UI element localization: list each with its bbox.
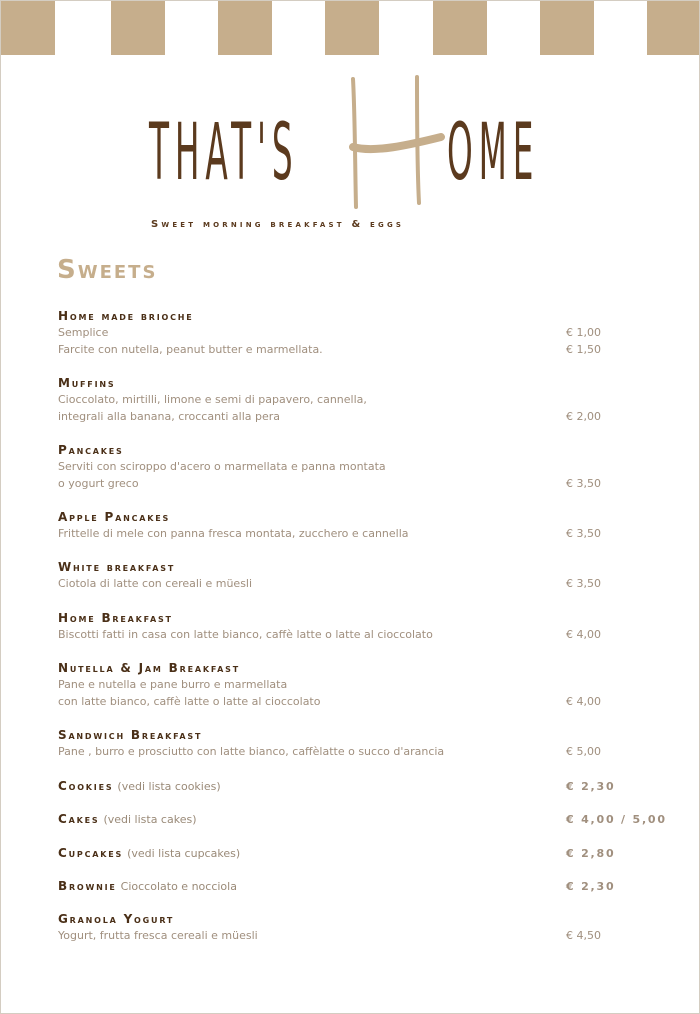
menu-item-name — [58, 778, 658, 794]
menu-item-description — [58, 676, 658, 693]
menu-item-title: Cookies — [58, 779, 114, 793]
menu-item-title: Home Breakfast — [58, 611, 173, 625]
menu-item-title: Sandwich Breakfast — [58, 728, 203, 742]
menu-item-description — [58, 743, 658, 760]
menu-item-name — [58, 442, 658, 458]
menu-item — [58, 660, 658, 710]
menu-item-price: € 2,30 — [566, 880, 616, 893]
menu-item-title: Apple Pancakes — [58, 510, 171, 524]
menu-item-price: € 3,50 — [566, 477, 601, 490]
menu-item-description-text: Cioccolato, mirtilli, limone e semi di papavero, cannella, — [58, 393, 367, 406]
menu-item-note: (vedi lista cakes) — [103, 813, 197, 826]
menu-item-price: € 4,50 — [566, 929, 601, 942]
menu-item-price: € 4,00 / 5,00 — [566, 813, 667, 826]
menu-item-title: Nutella & Jam Breakfast — [58, 661, 240, 675]
menu-item-title: Cakes — [58, 812, 100, 826]
menu-item-description — [58, 475, 658, 492]
menu-item — [58, 308, 658, 358]
menu-item-description — [58, 341, 658, 358]
tagline: Sweet morning breakfast & eggs — [151, 219, 405, 230]
menu-item-name — [58, 727, 658, 743]
menu-item-price: € 5,00 — [566, 745, 601, 758]
menu-list — [1, 1, 700, 1014]
menu-item-description-text: con latte bianco, caffè latte o latte al cioccolato — [58, 695, 321, 708]
menu-item-description-text: Frittelle di mele con panna fresca montata, zucchero e cannella — [58, 527, 409, 540]
menu-item — [58, 911, 658, 944]
menu-item-description-text: Semplice — [58, 326, 109, 339]
menu-item-description-text: Farcite con nutella, peanut butter e marmellata. — [58, 343, 323, 356]
menu-item — [58, 811, 667, 827]
menu-item-title: White breakfast — [58, 560, 176, 574]
menu-item-description-text: Pane , burro e prosciutto con latte bianco, caffèlatte o succo d'arancia — [58, 745, 445, 758]
menu-item-description-text: Biscotti fatti in casa con latte bianco, caffè latte o latte al cioccolato — [58, 628, 433, 641]
menu-item-name — [58, 878, 658, 894]
menu-item-description — [58, 525, 658, 542]
menu-item-description — [58, 626, 658, 643]
menu-item-name — [58, 845, 658, 861]
menu-item-description-text: Serviti con sciroppo d'acero o marmellata e panna montata — [58, 460, 386, 473]
menu-item-name — [58, 911, 658, 927]
menu-item-name — [58, 811, 667, 827]
menu-item-description — [58, 391, 658, 408]
menu-item-title: Granola Yogurt — [58, 912, 175, 926]
menu-item-price: € 4,00 — [566, 695, 601, 708]
menu-item-description-text: Pane e nutella e pane burro e marmellata — [58, 678, 288, 691]
menu-item — [58, 442, 658, 492]
menu-item — [58, 610, 658, 643]
menu-item-name — [58, 509, 658, 525]
menu-item-name — [58, 610, 658, 626]
menu-item-name — [58, 660, 658, 676]
menu-item-description — [58, 408, 658, 425]
menu-item — [58, 509, 658, 542]
menu-item-description-text: o yogurt greco — [58, 477, 139, 490]
menu-item-note: (vedi lista cookies) — [117, 780, 221, 793]
menu-item-description-text: Ciotola di latte con cereali e müesli — [58, 577, 253, 590]
menu-item-name — [58, 559, 658, 575]
menu-item-price: € 1,00 — [566, 326, 601, 339]
menu-item-price: € 1,50 — [566, 343, 601, 356]
menu-item-description — [58, 693, 658, 710]
menu-item-price: € 4,00 — [566, 628, 601, 641]
menu-item-price: € 2,80 — [566, 847, 616, 860]
section-title: Sweets — [57, 255, 158, 285]
menu-item-description-text: integrali alla banana, croccanti alla pera — [58, 410, 281, 423]
menu-item-price: € 3,50 — [566, 527, 601, 540]
logo-text-left: THAT'S — [149, 108, 299, 198]
menu-item-price: € 2,30 — [566, 780, 616, 793]
menu-item-title: Home made brioche — [58, 309, 194, 323]
menu-item-description — [58, 324, 658, 341]
menu-item-price: € 3,50 — [566, 577, 601, 590]
menu-item — [58, 559, 658, 592]
menu-item-description — [58, 927, 658, 944]
menu-item-title: Brownie — [58, 879, 117, 893]
menu-item-note: (vedi lista cupcakes) — [127, 847, 241, 860]
menu-item-price: € 2,00 — [566, 410, 601, 423]
menu-item — [58, 727, 658, 760]
menu-item-title: Cupcakes — [58, 846, 124, 860]
menu-item-description — [58, 575, 658, 592]
menu-item-description — [58, 458, 658, 475]
menu-item-description-text: Yogurt, frutta fresca cereali e müesli — [58, 929, 258, 942]
menu-item-name — [58, 308, 658, 324]
menu-item-title: Pancakes — [58, 443, 124, 457]
menu-item — [58, 878, 658, 894]
menu-item — [58, 778, 658, 794]
menu-item — [58, 375, 658, 425]
menu-item-title: Muffins — [58, 376, 116, 390]
menu-item-note: Cioccolato e nocciola — [120, 880, 237, 893]
menu-item — [58, 845, 658, 861]
menu-item-name — [58, 375, 658, 391]
logo-text-right: OME — [447, 108, 540, 198]
